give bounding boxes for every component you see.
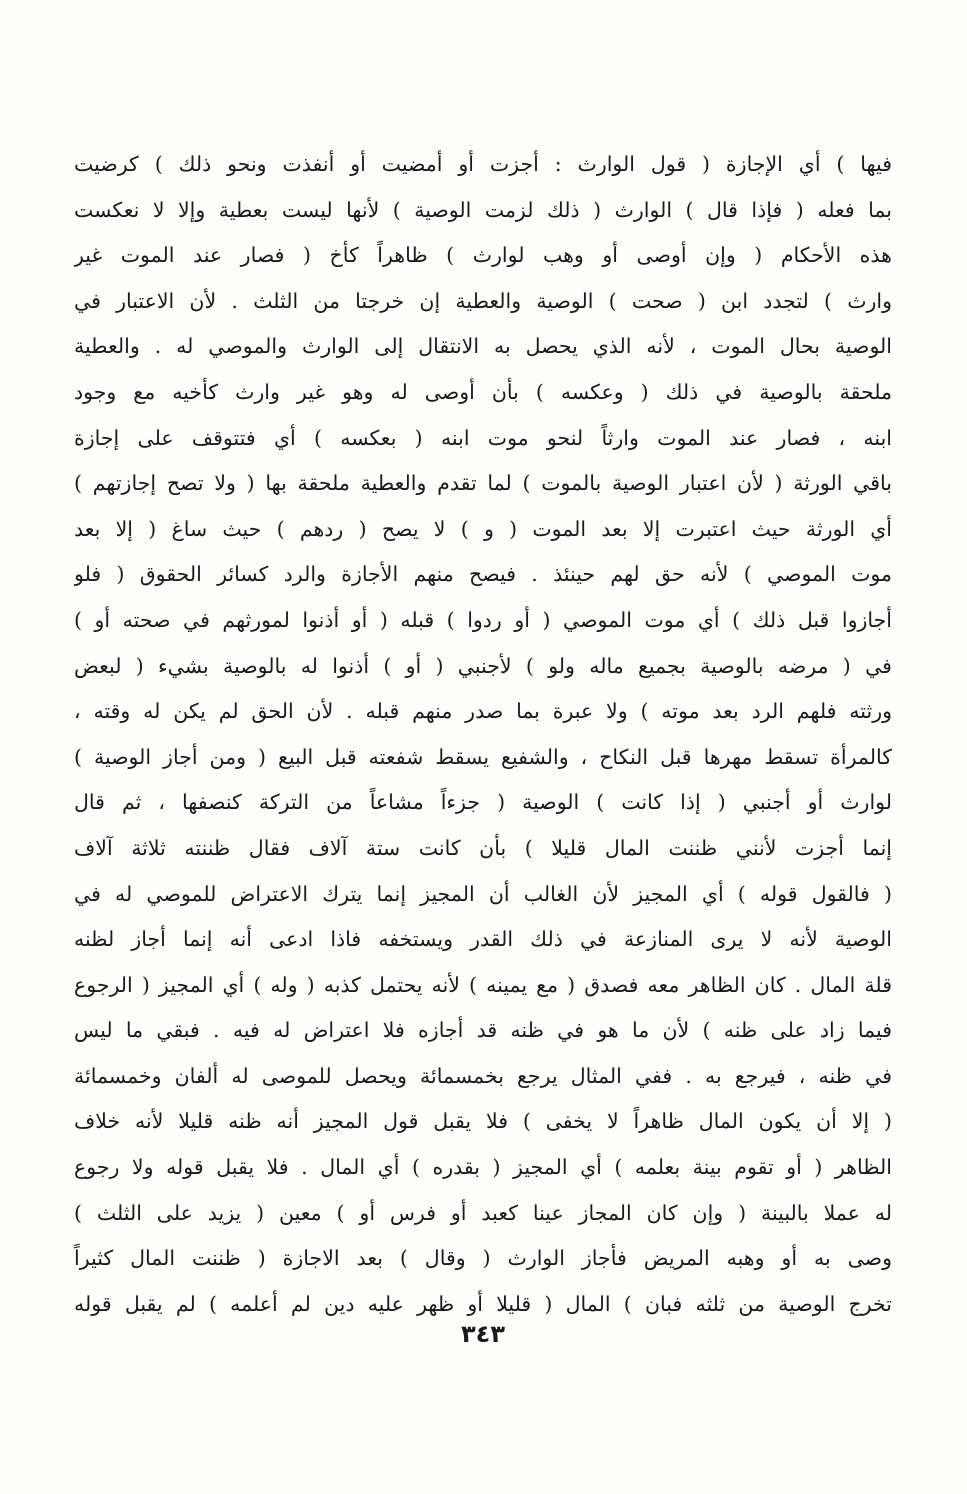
text-line: هذه الأحكام ( وإن أوصى أو وهب لوارث ) ظاهراً كأخ ( فصار عند الموت غير <box>74 243 892 268</box>
text-line: لوارث أو أجنبي ( إذا كانت ) الوصية ( جزءاً مشاعاً من التركة كنصفها ، ثم قال <box>74 790 892 815</box>
text-line: ( فالقول قوله ) أي المجيز لأن الغالب أن المجيز إنما يترك الاعتراض للموصي له في <box>74 881 892 906</box>
text-line: موت الموصي ) لأنه حق لهم حينئذ . فيصح منهم الأجازة والرد كسائر الحقوق ( فلو <box>74 562 892 587</box>
text-line: أجازوا قبل ذلك ) أي موت الموصي ( أو ردوا ) قبله ( أو أذنوا لمورثهم في صحته أو ) <box>74 607 892 632</box>
text-line: بما فعله ( فإذا قال ) الوارث ( ذلك لزمت الوصية ) لأنها ليست بعطية وإلا لا نعكست <box>74 197 892 222</box>
text-line: قلة المال . كان الظاهر معه فصدق ( مع يمينه ) لأنه يحتمل كذبه ( وله ) أي المجيز ( الرجوع <box>74 972 892 997</box>
body-text <box>74 142 892 1327</box>
text-line: باقي الورثة ( لأن اعتبار الوصية بالموت ) لما تقدم والعطية ملحقة بها ( ولا تصح إجازتهم ) <box>74 471 892 496</box>
text-line: له عملا بالبينة ( وإن كان المجاز عينا كعبد أو فرس أو ) معين ( يزيد على الثلث ) <box>74 1200 892 1225</box>
text-line: الوصية بحال الموت ، لأنه الذي يحصل به الانتقال إلى الوارث والموصي له . والعطية <box>74 334 892 359</box>
text-line: فيما زاد على ظنه ) لأن ما هو في ظنه قد أجازه فلا اعتراض له فيه . فبقي ما ليس <box>74 1018 892 1043</box>
text-line: أي الورثة حيث اعتبرت إلا بعد الموت ( و ) لا يصح ( ردهم ) حيث ساغ ( إلا بعد <box>74 516 892 541</box>
text-line: ابنه ، فصار عند الموت وارثاً لنحو موت ابنه ( بعكسه ) أي فتتوقف على إجازة <box>74 425 892 450</box>
text-line: في ظنه ، فيرجع به . ففي المثال يرجع بخمسمائة ويحصل للموصى له ألفان وخمسمائة <box>74 1063 892 1088</box>
text-line: فيها ) أي الإجازة ( قول الوارث : أجزت أو أمضيت أو أنفذت ونحو ذلك ) كرضيت <box>74 152 892 176</box>
text-line: وارث ) لتجدد ابن ( صحت ) الوصية والعطية إن خرجتا من الثلث . لأن الاعتبار في <box>74 288 892 313</box>
text-line: ( إلا أن يكون المال ظاهراً لا يخفى ) فلا يقبل قول المجيز أنه ظنه قليلا لأنه خلاف <box>74 1109 892 1134</box>
text-line: ورثته فلهم الرد بعد موته ) ولا عبرة بما صدر منهم قبله . لأن الحق لم يكن له وقته ، <box>74 699 892 724</box>
text-line: تخرج الوصية من ثلثه فبان ) المال ( قليلا أو ظهر عليه دين لم أعلمه ) لم يقبل قوله <box>74 1291 892 1316</box>
text-line: إنما أجزت لأنني ظننت المال قليلا ) بأن كانت ستة آلاف فقال ظننته ثلاثة آلاف <box>74 835 892 860</box>
text-line: الظاهر ( أو تقوم بينة بعلمه ) أي المجيز ( بقدره ) أي المال . فلا يقبل قوله ولا رجوع <box>74 1155 892 1180</box>
page-number: ٣٤٣ <box>461 1320 505 1348</box>
text-line: كالمرأة تسقط مهرها قبل النكاح ، والشفيع يسقط شفعته قبل البيع ( ومن أجاز الوصية ) <box>74 744 892 769</box>
text-line: وصى به أو وهبه المريض فأجاز الوارث ( وقال ) بعد الاجازة ( ظننت المال كثيراً <box>74 1246 892 1271</box>
text-line: في ( مرضه بالوصية بجميع ماله ولو ) لأجنبي ( أو ) أذنوا له بالوصية بشيء ( لبعض <box>74 653 892 678</box>
text-line: الوصية لأنه لا يرى المنازعة في ذلك القدر ويستخفه فاذا ادعى أنه إنما أجاز لظنه <box>74 927 892 952</box>
text-line: ملحقة بالوصية في ذلك ( وعكسه ) بأن أوصى له وهو غير وارث كأخيه مع وجود <box>74 379 892 404</box>
